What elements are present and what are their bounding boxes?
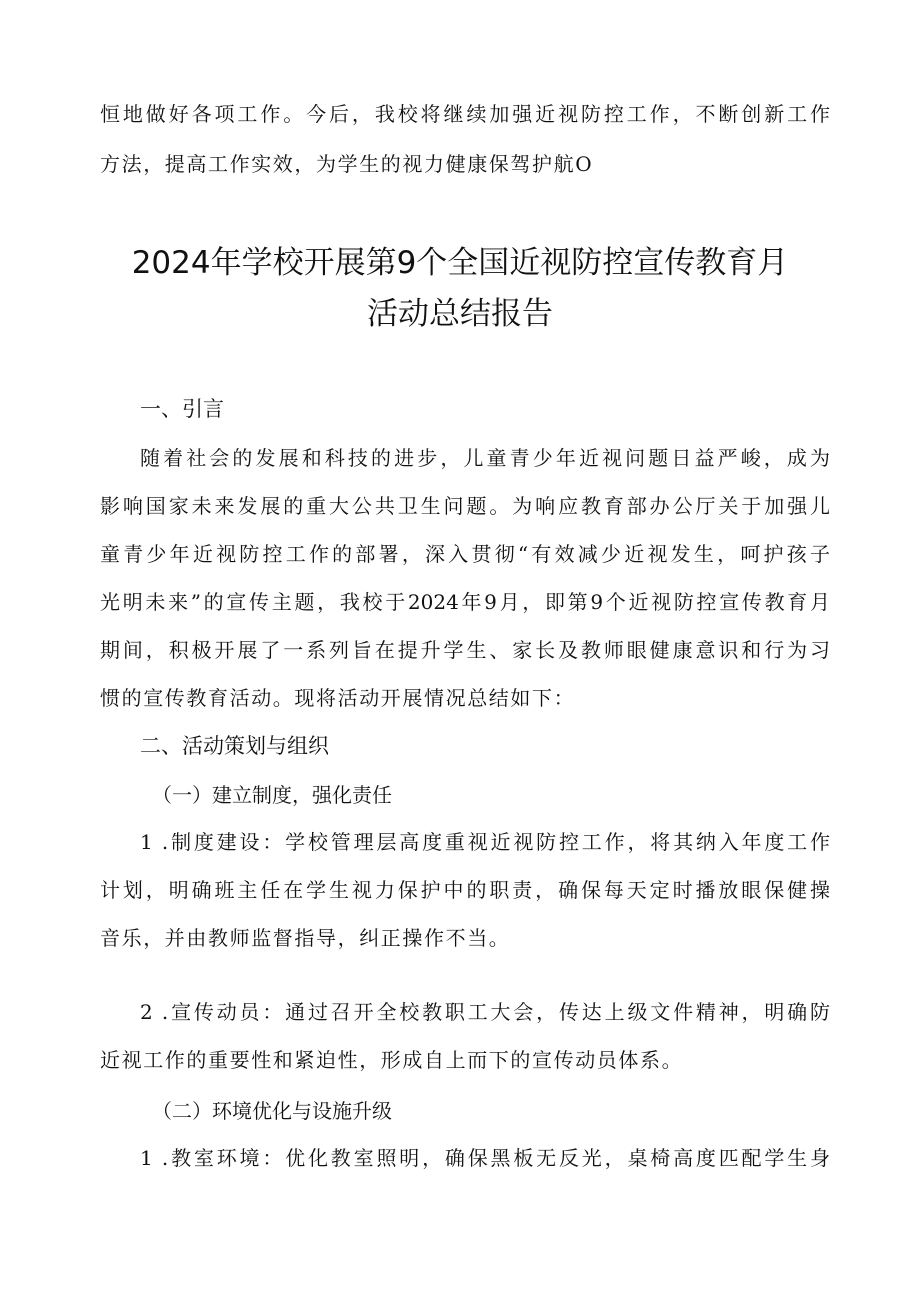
item-line: 近视工作的重要性和紧迫性，形成自上而下的宣传动员体系。 (100, 1048, 684, 1072)
item-line: 1 .教室环境：优化教室照明，确保黑板无反光，桌椅高度匹配学生身 (140, 1146, 830, 1170)
subsection-heading-environment: （二）环境优化与设施升级 (152, 1099, 392, 1123)
section-heading-planning: 二、活动策划与组织 (140, 734, 329, 758)
intro-tail-line-1: 恒地做好各项工作。今后，我校将继续加强近视防控工作，不断创新工作 (100, 102, 830, 126)
paragraph-line: 期间，积极开展了一系列旨在提升学生、家长及教师眼健康意识和行为习 (100, 638, 830, 662)
paragraph-line: 影响国家未来发展的重大公共卫生问题。为响应教育部办公厅关于加强儿 (100, 494, 830, 518)
paragraph-line: 光明未来”的宣传主题，我校于2024年9月，即第9个近视防控宣传教育月 (100, 590, 830, 614)
item-line: 音乐，并由教师监督指导，纠正操作不当。 (100, 926, 511, 950)
paragraph-line: 童青少年近视防控工作的部署，深入贯彻“有效减少近视发生，呵护孩子 (100, 542, 830, 566)
document-title-line-1: 2024年学校开展第9个全国近视防控宣传教育月 (131, 245, 789, 281)
section-heading-intro: 一、引言 (140, 397, 224, 421)
paragraph-line: 惯的宣传教育活动。现将活动开展情况总结如下： (100, 686, 576, 710)
intro-tail-line-2: 方法，提高工作实效，为学生的视力健康保驾护航O (100, 152, 594, 176)
item-line: 计划，明确班主任在学生视力保护中的职责，确保每天定时播放眼保健操 (100, 878, 830, 902)
document-title-line-2: 活动总结报告 (367, 296, 553, 332)
item-line: 2 .宣传动员：通过召开全校教职工大会，传达上级文件精神，明确防 (140, 1000, 830, 1024)
item-line: 1 .制度建设：学校管理层高度重视近视防控工作，将其纳入年度工作 (140, 830, 830, 854)
subsection-heading-system: （一）建立制度，强化责任 (152, 783, 392, 807)
paragraph-line: 随着社会的发展和科技的进步，儿童青少年近视问题日益严峻，成为 (140, 446, 830, 470)
